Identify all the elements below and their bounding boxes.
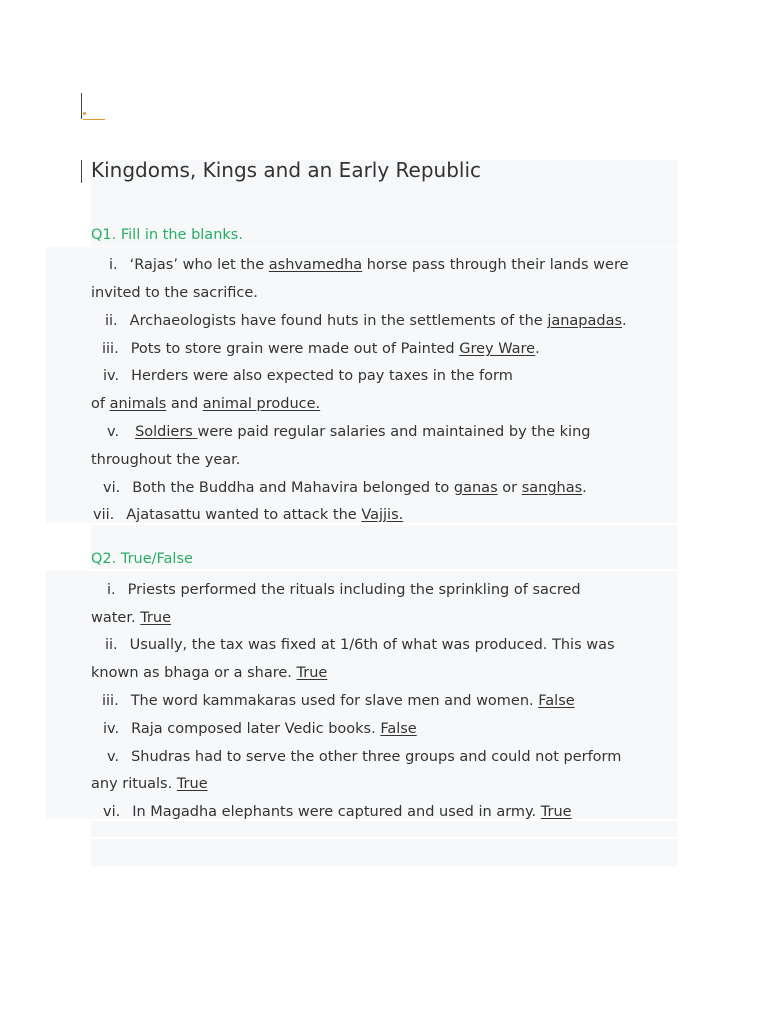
q2-item-2: ii. Usually, the tax was fixed at 1/6th of what was produced. This was	[105, 637, 615, 653]
q2-item-5: v. Shudras had to serve the other three groups and could not perform	[107, 749, 622, 765]
empty-line-underline	[83, 119, 105, 120]
item-number: vi.	[103, 804, 121, 820]
q2-item-1: i. Priests performed the rituals including the sprinkling of sacred	[107, 582, 581, 598]
answer: sanghas	[521, 480, 583, 496]
item-number: iii.	[102, 341, 119, 357]
q1-item-3: iii. Pots to store grain were made out of Painted Grey Ware.	[102, 341, 540, 357]
answer: animals	[109, 396, 167, 412]
answer: animal produce.	[202, 396, 321, 412]
item-number: i.	[109, 257, 118, 273]
q1-item-1: i. ‘Rajas’ who let the ashvamedha horse pass through their lands were	[109, 257, 629, 273]
q2-item-4: iv. Raja composed later Vedic books. False	[103, 721, 417, 737]
q2-item-5-cont: any rituals. True	[91, 776, 208, 792]
item-number: i.	[107, 582, 116, 598]
item-number: ii.	[105, 313, 118, 329]
item-number: iii.	[102, 693, 119, 709]
answer: Soldiers	[135, 424, 198, 440]
q2-item-3: iii. The word kammakaras used for slave men and women. False	[102, 693, 575, 709]
q1-item-4-cont: of animals and animal produce.	[91, 396, 321, 412]
q2-item-6: vi. In Magadha elephants were captured and used in army. True	[103, 804, 572, 820]
q1-heading: Q1. Fill in the blanks.	[91, 227, 243, 243]
q1-item-5-cont: throughout the year.	[91, 452, 241, 468]
text-cursor[interactable]	[81, 93, 82, 119]
answer: Vajjis.	[361, 507, 404, 523]
answer: ashvamedha	[268, 257, 363, 273]
item-number: iv.	[103, 368, 120, 384]
q1-item-7: vii. Ajatasattu wanted to attack the Vajjis.	[93, 507, 404, 523]
content-block	[91, 839, 678, 866]
answer: False	[538, 693, 575, 709]
item-number: ii.	[105, 637, 118, 653]
answer: ganas	[453, 480, 498, 496]
q2-heading: Q2. True/False	[91, 551, 193, 567]
q1-item-6: vi. Both the Buddha and Mahavira belonged to ganas or sanghas.	[103, 480, 587, 496]
q1-item-2: ii. Archaeologists have found huts in the settlements of the janapadas.	[105, 313, 627, 329]
q1-item-4: iv. Herders were also expected to pay taxes in the form	[103, 368, 513, 384]
item-number: v.	[107, 424, 120, 440]
answer: True	[176, 776, 208, 792]
item-number: iv.	[103, 721, 120, 737]
q2-item-1-cont: water. True	[91, 610, 172, 626]
answer: True	[296, 665, 328, 681]
page-title: Kingdoms, Kings and an Early Republic	[91, 158, 482, 182]
q1-item-1-cont: invited to the sacrifice.	[91, 285, 258, 301]
answer: True	[540, 804, 572, 820]
answer: Grey Ware	[459, 341, 536, 357]
item-number: vi.	[103, 480, 121, 496]
answer: True	[140, 610, 172, 626]
answer: False	[380, 721, 417, 737]
content-block	[91, 821, 678, 837]
item-number: vii.	[93, 507, 115, 523]
item-number: v.	[107, 749, 120, 765]
answer: janapadas	[547, 313, 623, 329]
q1-item-5: v. Soldiers were paid regular salaries and maintained by the king	[107, 424, 591, 440]
text-cursor	[81, 160, 82, 183]
comment-marker-icon[interactable]	[83, 112, 86, 115]
q2-item-2-cont: known as bhaga or a share. True	[91, 665, 328, 681]
